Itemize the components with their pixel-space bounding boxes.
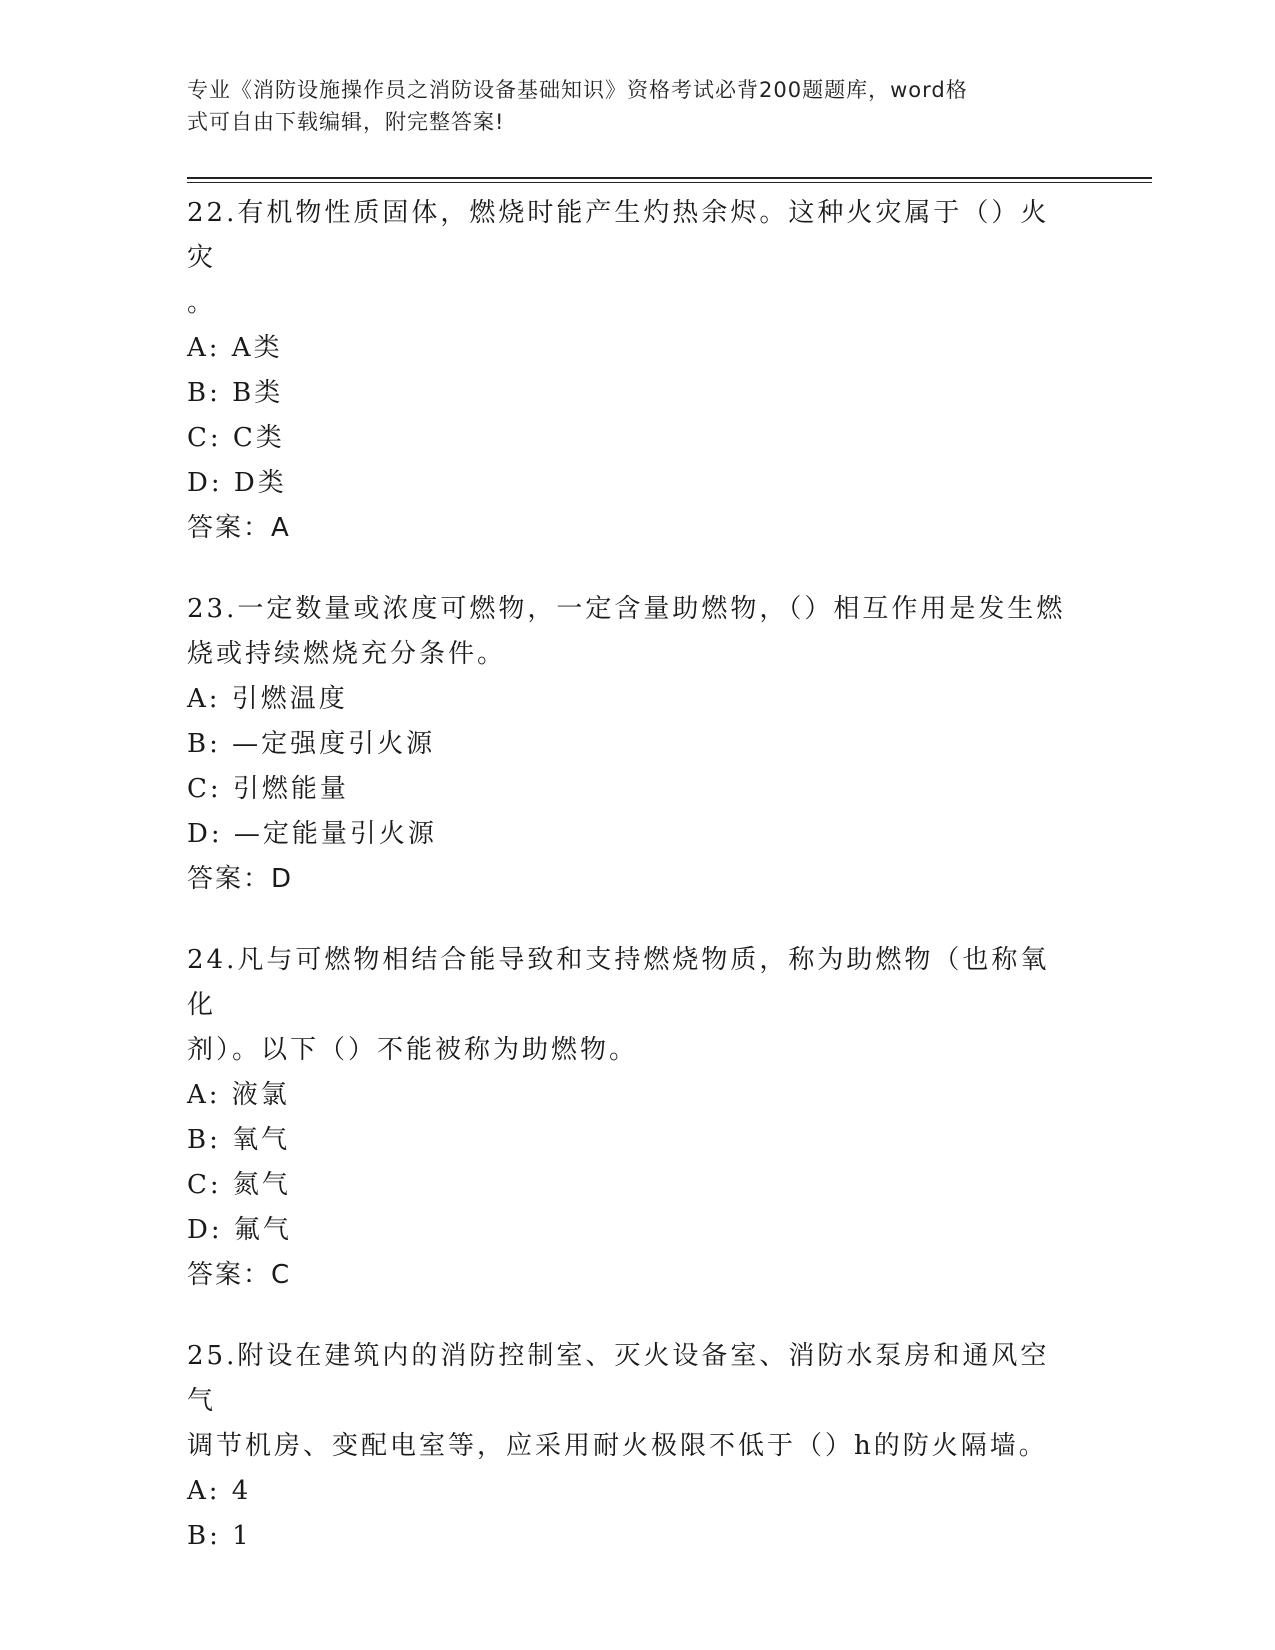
question-text-line-1: 23.一定数量或浓度可燃物，一定含量助燃物，（）相互作用是发生燃 — [187, 594, 1066, 624]
question-list — [187, 191, 1077, 1595]
question-text-line-1: 25.附设在建筑内的消防控制室、灭火设备室、消防水泵房和通风空气 — [187, 1341, 1050, 1416]
document-header — [187, 74, 1067, 138]
question-text-line-2: 烧或持续燃烧充分条件。 — [187, 639, 507, 669]
option-a: A: A类 — [187, 333, 283, 363]
option-d: D: —定能量引火源 — [187, 819, 437, 849]
option-b: B: —定强度引火源 — [187, 729, 436, 759]
answer-label: 答案：C — [187, 1260, 292, 1290]
question-text-line-2: 剂）。以下（）不能被称为助燃物。 — [187, 1035, 639, 1065]
option-c: C: 氮气 — [187, 1170, 291, 1200]
option-b: B: B类 — [187, 378, 284, 408]
header-divider-thin — [187, 182, 1152, 183]
question-text-line-1: 22.有机物性质固体，燃烧时能产生灼热余烬。这种火灾属于（）火灾 — [187, 198, 1050, 273]
option-d: D: 氟气 — [187, 1215, 292, 1245]
option-b: B: 1 — [187, 1521, 252, 1551]
question-23 — [187, 587, 1077, 902]
question-text-line-2: 。 — [187, 288, 217, 318]
option-a: A: 液氯 — [187, 1080, 290, 1110]
header-divider-thick — [187, 177, 1152, 179]
answer-label: 答案：D — [187, 864, 294, 894]
option-c: C: 引燃能量 — [187, 774, 349, 804]
question-25 — [187, 1334, 1077, 1559]
option-b: B: 氧气 — [187, 1125, 291, 1155]
question-22 — [187, 191, 1077, 551]
option-c: C: C类 — [187, 423, 285, 453]
question-text-line-2: 调节机房、变配电室等，应采用耐火极限不低于（）h的防火隔墙。 — [187, 1431, 1048, 1461]
option-d: D: D类 — [187, 468, 287, 498]
option-a: A: 引燃温度 — [187, 684, 348, 714]
question-text-line-1: 24.凡与可燃物相结合能导致和支持燃烧物质，称为助燃物（也称氧化 — [187, 945, 1050, 1020]
answer-label: 答案：A — [187, 513, 291, 543]
option-a: A: 4 — [187, 1476, 252, 1506]
question-24 — [187, 938, 1077, 1298]
header-line-1: 专业《消防设施操作员之消防设备基础知识》资格考试必背200题题库，word格 — [187, 78, 968, 102]
header-line-2: 式可自由下载编辑，附完整答案! — [187, 110, 505, 134]
